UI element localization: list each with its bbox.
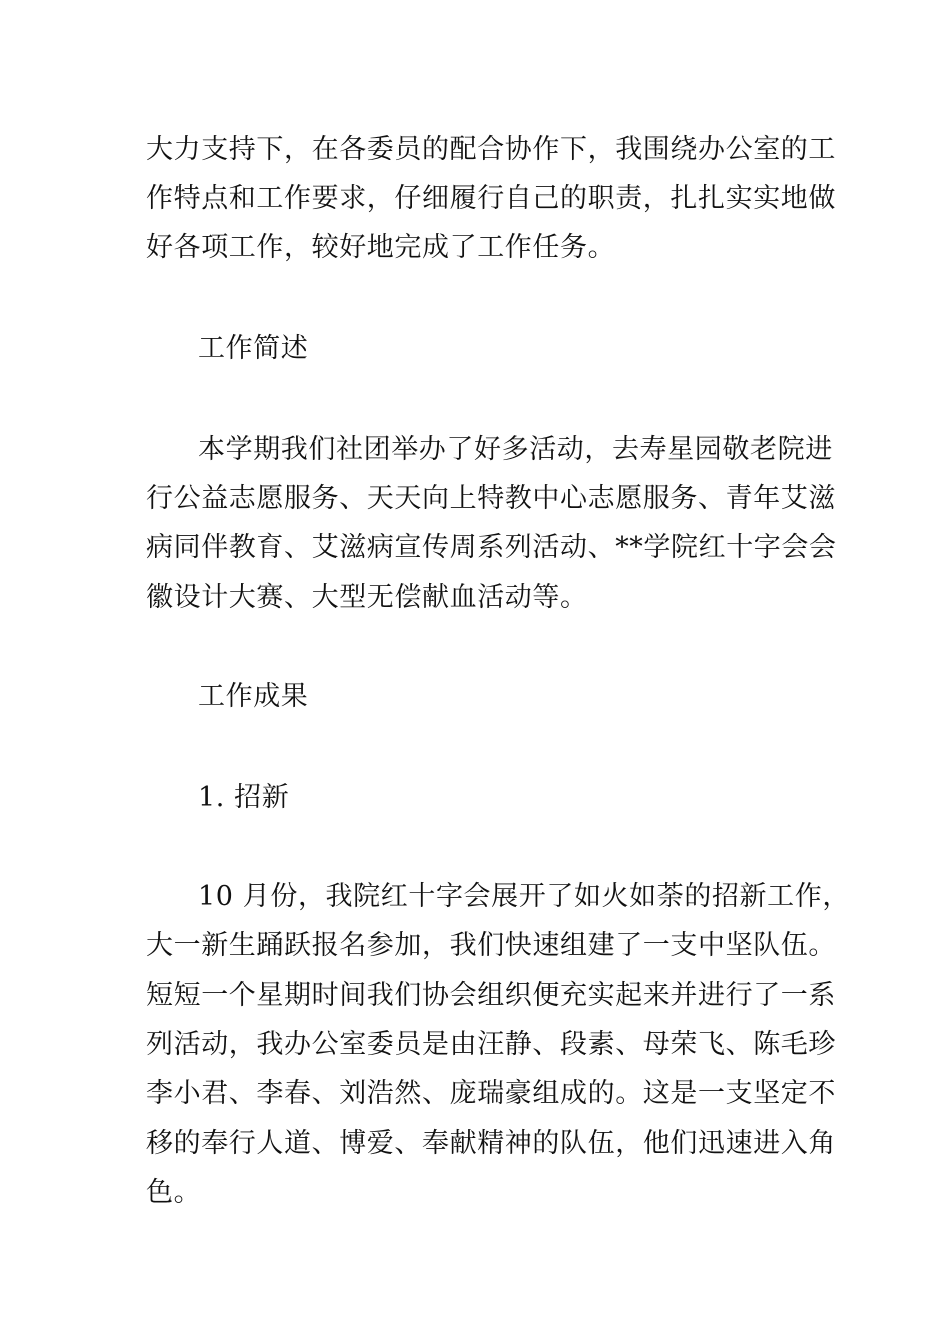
paragraph-line: 作特点和工作要求，仔细履行自己的职责，扎扎实实地做 — [146, 183, 836, 214]
subsection-heading: 1. 招新 — [198, 782, 290, 813]
section-heading: 工作简述 — [198, 333, 309, 364]
paragraph-line: 好各项工作，较好地完成了工作任务。 — [146, 232, 616, 263]
paragraph-line: 大力支持下，在各委员的配合协作下，我围绕办公室的工 — [146, 134, 836, 165]
paragraph-line: 病同伴教育、艾滋病宣传周系列活动、**学院红十字会会 — [146, 532, 837, 563]
paragraph-line: 列活动，我办公室委员是由汪静、段素、母荣飞、陈毛珍 — [146, 1029, 836, 1060]
section-heading: 工作成果 — [198, 681, 309, 712]
paragraph-line: 大一新生踊跃报名参加，我们快速组建了一支中坚队伍。 — [146, 930, 836, 961]
paragraph-line: 本学期我们社团举办了好多活动，去寿星园敬老院进 — [198, 434, 833, 465]
paragraph-line: 行公益志愿服务、天天向上特教中心志愿服务、青年艾滋 — [146, 483, 836, 514]
paragraph-line: 色。 — [146, 1177, 202, 1208]
paragraph-line: 10 月份，我院红十字会展开了如火如荼的招新工作， — [198, 881, 850, 912]
paragraph-line: 徽设计大赛、大型无偿献血活动等。 — [146, 582, 588, 613]
paragraph-line: 移的奉行人道、博爱、奉献精神的队伍，他们迅速进入角 — [146, 1128, 836, 1159]
paragraph-line: 李小君、李春、刘浩然、庞瑞豪组成的。这是一支坚定不 — [146, 1078, 836, 1109]
paragraph-line: 短短一个星期时间我们协会组织便充实起来并进行了一系 — [146, 980, 836, 1011]
